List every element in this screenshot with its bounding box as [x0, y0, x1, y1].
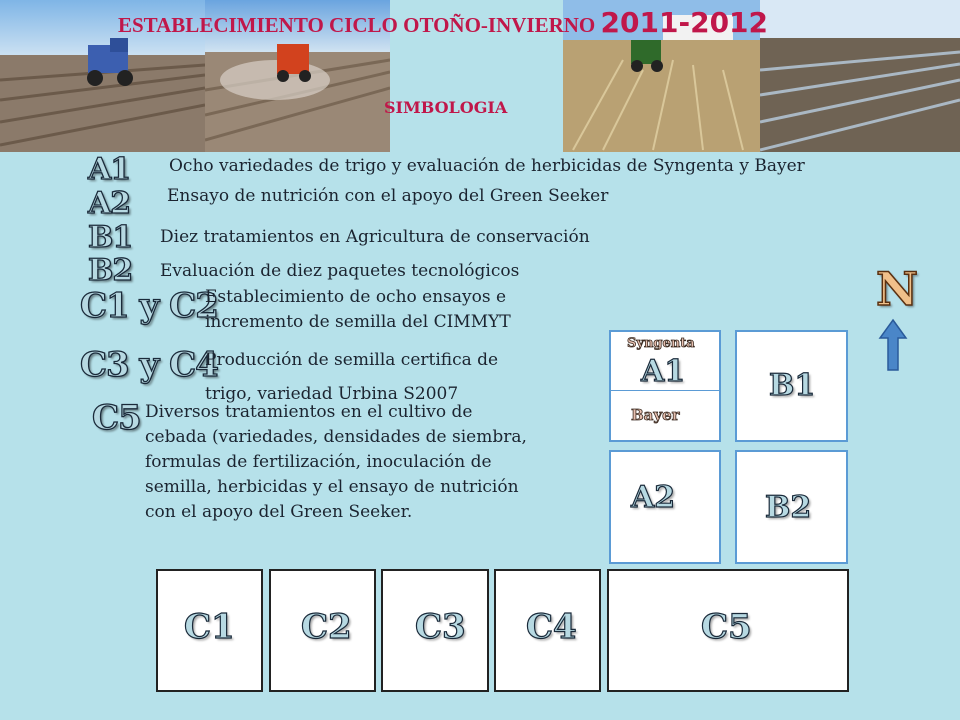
legend-heading: SIMBOLOGIA — [384, 98, 508, 117]
title-year: 2011-2012 — [600, 6, 769, 39]
plot-b1 — [735, 330, 848, 442]
plot-b1-label: B1 — [769, 368, 816, 403]
plot-c3 — [381, 569, 489, 692]
legend-code-c3-c4: C3 y C4 — [80, 345, 218, 385]
plot-c2 — [269, 569, 376, 692]
plot-a2 — [609, 450, 721, 564]
plot-c4 — [494, 569, 601, 692]
legend-desc-c5 — [145, 400, 527, 525]
plot-c3-label: C3 — [415, 607, 466, 647]
legend-code-b2: B2 — [88, 253, 133, 288]
page-title — [118, 6, 768, 39]
legend-desc-line: Producción de semilla certifica de — [205, 350, 499, 370]
field-photo-irrigation — [760, 0, 960, 152]
plot-a1-label: A1 — [641, 354, 686, 389]
legend-desc-line: Diversos tratamientos en el cultivo de — [145, 402, 473, 422]
plot-a1-divider — [611, 390, 719, 391]
plot-a1 — [609, 330, 721, 442]
plot-c4-label: C4 — [526, 607, 577, 647]
title-text: ESTABLECIMIENTO CICLO OTOÑO-INVIERNO — [118, 13, 596, 37]
legend-desc-c1-c2 — [205, 285, 511, 335]
legend-code-c1-c2: C1 y C2 — [80, 286, 218, 326]
legend-code-a2: A2 — [88, 186, 131, 221]
legend-desc-line: semilla, herbicidas y el ensayo de nutrición — [145, 477, 519, 497]
north-arrow-icon — [878, 318, 908, 372]
legend-desc-line: trigo, variedad Urbina S2007 — [205, 384, 459, 404]
legend-desc-line: incremento de semilla del CIMMYT — [205, 312, 511, 332]
legend-desc-a2: Ensayo de nutrición con el apoyo del Green Seeker — [167, 186, 609, 206]
legend-code-c5: C5 — [92, 398, 141, 438]
legend-desc-line: cebada (variedades, densidades de siembra, — [145, 427, 527, 447]
plot-a1-bayer: Bayer — [631, 406, 680, 424]
legend-code-b1: B1 — [88, 220, 133, 255]
plot-a2-label: A2 — [631, 480, 676, 515]
plot-c2-label: C2 — [301, 607, 352, 647]
legend-code-a1: A1 — [88, 152, 131, 187]
legend-desc-line: Establecimiento de ocho ensayos e — [205, 287, 507, 307]
legend-desc-line: con el apoyo del Green Seeker. — [145, 502, 413, 522]
plot-b2-label: B2 — [765, 490, 812, 525]
plot-a1-syngenta: Syngenta — [627, 336, 695, 351]
legend-desc-b1: Diez tratamientos en Agricultura de conservación — [160, 227, 590, 247]
north-label: N — [876, 262, 919, 316]
legend-desc-b2: Evaluación de diez paquetes tecnológicos — [160, 261, 520, 281]
legend-desc-a1: Ocho variedades de trigo y evaluación de herbicidas de Syngenta y Bayer — [169, 156, 805, 176]
plot-c5 — [607, 569, 849, 692]
legend-desc-line: formulas de fertilización, inoculación de — [145, 452, 492, 472]
plot-c1 — [156, 569, 263, 692]
plot-b2 — [735, 450, 848, 564]
plot-c5-label: C5 — [701, 607, 752, 647]
plot-c1-label: C1 — [184, 607, 235, 647]
